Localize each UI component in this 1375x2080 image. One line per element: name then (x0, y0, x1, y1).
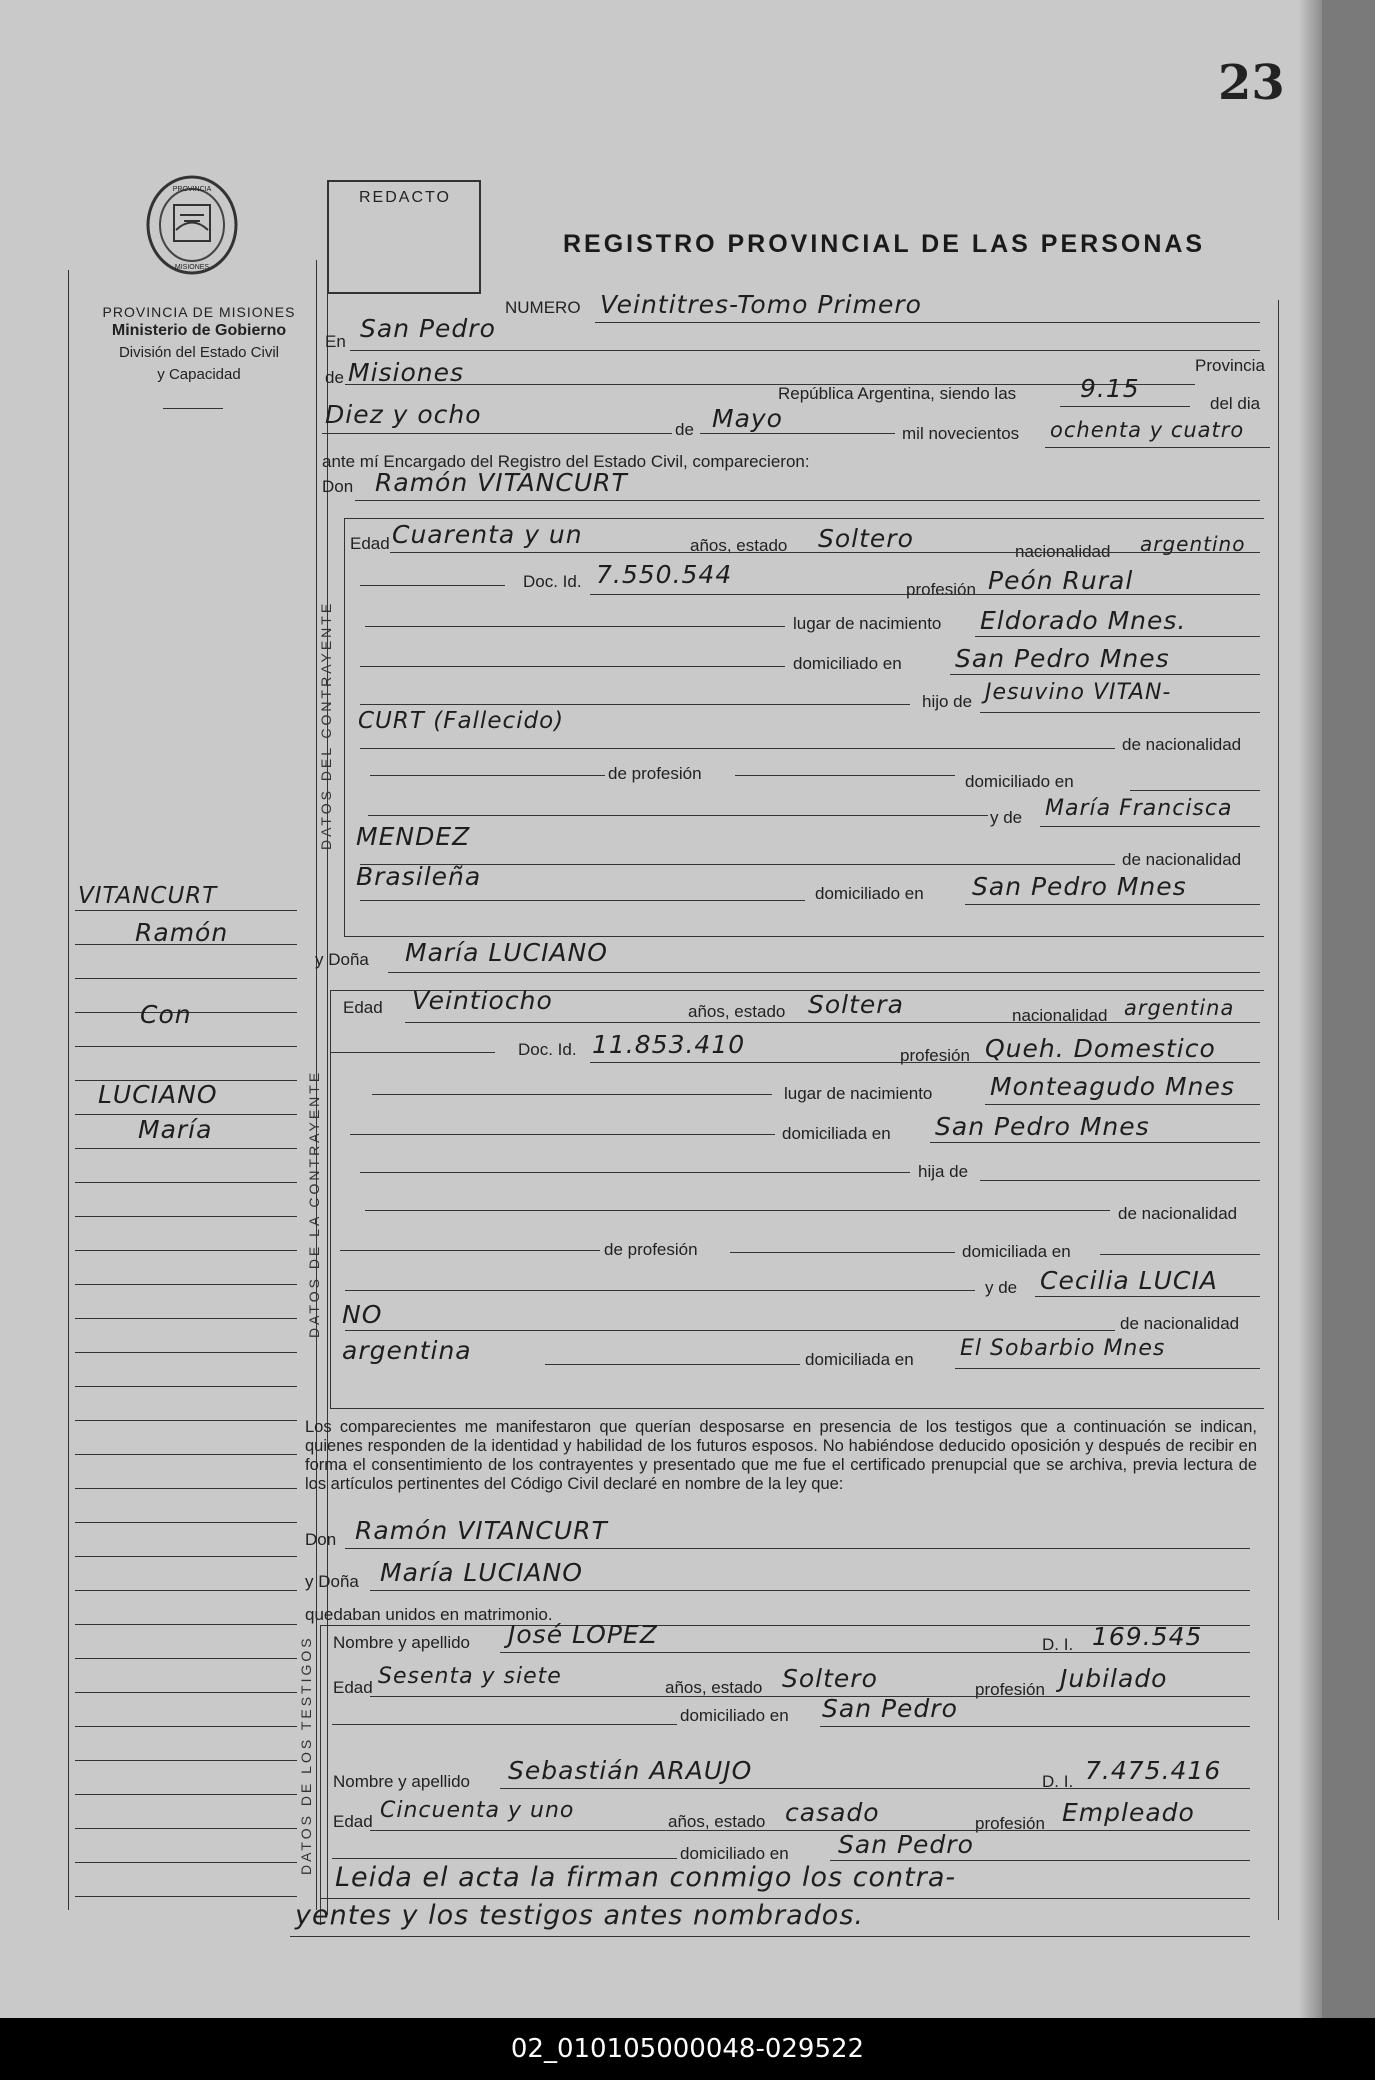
lugar-value: San Pedro (360, 314, 496, 343)
de-mes-label: de (675, 420, 694, 439)
margin-note-surname-2: LUCIANO (98, 1080, 218, 1109)
novia-padre-dom-line (1100, 1254, 1260, 1255)
org-line-1: PROVINCIA DE MISIONES (102, 304, 296, 320)
novia-edad-line (405, 1022, 1260, 1023)
margin-rule (75, 1658, 297, 1659)
novia-prof-label: profesión (900, 1046, 970, 1065)
dia-value: Diez y ocho (325, 400, 482, 429)
t1-edad-line (370, 1696, 1250, 1697)
novia-nac-label: nacionalidad (1012, 1006, 1108, 1025)
t1-edad-value: Sesenta y siete (378, 1664, 562, 1689)
mes-line (700, 433, 895, 434)
contrayente-bracket (344, 518, 345, 936)
novio-edad-line (390, 552, 1260, 553)
novio-name: Ramón VITANCURT (375, 468, 628, 497)
t1-nombre-label: Nombre y apellido (333, 1633, 471, 1652)
margin-rule (75, 1624, 297, 1625)
novia-madre-label: y de (985, 1278, 1018, 1297)
novia-padre-dom-label: domiciliada en (962, 1242, 1071, 1261)
margin-rule (75, 1590, 297, 1591)
book-edge (1322, 0, 1375, 2018)
novia-madre-nac-line (545, 1364, 800, 1365)
t2-di-label: D. I. (1042, 1772, 1074, 1791)
decl-don-label: Don (305, 1530, 337, 1549)
quedaban-label: quedaban unidos en matrimonio. (305, 1605, 553, 1624)
novio-line (355, 500, 1260, 501)
provincia-value: Misiones (348, 358, 465, 387)
novio-nac-value: argentino (1140, 532, 1246, 556)
novio-madre-dom-line (965, 904, 1260, 905)
novio-madre-nac-label: de nacionalidad (1122, 850, 1242, 869)
page-edge-shadow (1300, 0, 1322, 2018)
contrayente-bottom-line (344, 936, 1264, 937)
novia-hija-label: hija de (918, 1162, 969, 1181)
anio-value: ochenta y cuatro (1050, 418, 1245, 442)
novia-madre-lead (345, 1290, 975, 1291)
novia-padre2-line (365, 1210, 1110, 1211)
t1-anos-estado: años, estado (665, 1678, 763, 1697)
margin-left-border (68, 270, 69, 1910)
hora-line (1060, 406, 1190, 407)
org-line-2: Ministerio de Gobierno (111, 322, 287, 339)
contrayenta-bottom-line (330, 1408, 1264, 1409)
margin-rule (75, 1896, 297, 1897)
novio-madre-line (1040, 826, 1260, 827)
novia-madre-line (1035, 1296, 1260, 1297)
margin-rule (75, 1148, 297, 1149)
del-dia-label: del dia (1210, 394, 1261, 413)
decl-dona-line (370, 1590, 1250, 1591)
margin-rule (75, 978, 297, 979)
republica-label: República Argentina, siendo las (778, 384, 1017, 403)
novio-padre-dom-line (1130, 790, 1260, 791)
t2-edad-line (370, 1830, 1250, 1831)
novio-padre-prof-label: de profesión (608, 764, 702, 783)
margin-rule (75, 1046, 297, 1047)
t1-dom-line (820, 1726, 1250, 1727)
margin-rule (75, 1420, 297, 1421)
novia-dom-value: San Pedro Mnes (935, 1112, 1150, 1141)
t2-dom-label: domiciliado en (680, 1844, 789, 1863)
t2-dom-lead (332, 1858, 677, 1859)
novio-madre-nac-line (360, 900, 805, 901)
novio-padre-prof-line (735, 775, 955, 776)
margin-rule (75, 1318, 297, 1319)
t1-dom-label: domiciliado en (680, 1706, 789, 1725)
t1-estado-value: Soltero (782, 1664, 878, 1693)
novia-line (388, 972, 1260, 973)
novia-madre-nac-value: argentina (342, 1336, 472, 1365)
novia-prof-line (590, 1062, 1260, 1063)
margin-rule (75, 1522, 297, 1523)
provincial-seal (140, 175, 245, 285)
mes-value: Mayo (712, 404, 783, 433)
novio-padre-1: Jesuvino VITAN- (985, 680, 1172, 705)
t1-dom-lead (332, 1724, 677, 1725)
t2-estado-value: casado (785, 1798, 880, 1827)
novio-dom-line (950, 674, 1260, 675)
novia-prof-value: Queh. Domestico (985, 1034, 1216, 1063)
dona-label: y Doña (315, 950, 369, 969)
novio-edad-label: Edad (350, 534, 390, 553)
margin-rule (75, 910, 297, 911)
t1-di-value: 169.545 (1092, 1622, 1203, 1651)
margin-rule (75, 1488, 297, 1489)
novia-lugar-label: lugar de nacimiento (784, 1084, 933, 1103)
margin-rule (75, 1692, 297, 1693)
decl-don-value: Ramón VITANCURT (355, 1516, 608, 1545)
novio-dom-label: domiciliado en (793, 654, 902, 673)
novio-lugar-value: Eldorado Mnes. (980, 606, 1187, 635)
org-line-4: y Capacidad (157, 366, 241, 383)
t2-nombre-value: Sebastián ARAUJO (508, 1756, 753, 1785)
novio-padre2-line (360, 748, 1115, 749)
novio-prof-label: profesión (906, 580, 976, 599)
margin-rule (75, 1182, 297, 1183)
testigos-bracket (320, 1625, 321, 1925)
novio-padre-prof-lead (370, 775, 605, 776)
margin-rule (75, 1454, 297, 1455)
novio-nac-label: nacionalidad (1015, 542, 1111, 561)
body-right-border (1278, 300, 1279, 1920)
novio-doc-value: 7.550.544 (596, 560, 733, 589)
t2-prof-label: profesión (975, 1814, 1045, 1833)
novia-nac-value: argentina (1124, 996, 1235, 1020)
closing-line-1: Leida el acta la firman conmigo los contra- (335, 1862, 957, 1893)
novio-estado-value: Soltero (818, 524, 914, 553)
novia-dom-line (930, 1142, 1260, 1143)
mil-label: mil novecientos (902, 424, 1020, 443)
novio-hijo-label: hijo de (922, 692, 973, 711)
margin-rule (75, 1216, 297, 1217)
novia-madre-2: NO (342, 1300, 383, 1329)
t1-dom-value: San Pedro (822, 1694, 958, 1723)
novia-padre-line (980, 1180, 1260, 1181)
closing-line-1-rule (320, 1898, 1250, 1899)
numero-line (595, 322, 1260, 323)
t2-dom-value: San Pedro (838, 1830, 974, 1859)
margin-rule (75, 1284, 297, 1285)
novio-padre-line (980, 712, 1260, 713)
t2-edad-value: Cincuenta y uno (380, 1798, 575, 1823)
side-label-testigos: DATOS DE LOS TESTIGOS (298, 1635, 314, 1875)
novio-padre-nac-label: de nacionalidad (1122, 735, 1242, 754)
don-label: Don (322, 477, 354, 496)
novia-doc-label: Doc. Id. (518, 1040, 577, 1059)
hora-value: 9.15 (1080, 374, 1140, 403)
anio-line (1045, 447, 1270, 448)
novia-doc-lead (330, 1052, 495, 1053)
novio-madre-dom-label: domiciliado en (815, 884, 924, 903)
novia-edad-label: Edad (343, 998, 383, 1017)
contrayente-top-line (344, 518, 1264, 519)
margin-note-name: Ramón (135, 918, 229, 947)
redacto-box (327, 180, 481, 294)
side-label-contrayente: DATOS DEL CONTRAYENTE (318, 600, 334, 850)
t2-nombre-label: Nombre y apellido (333, 1772, 471, 1791)
novia-madre-dom-line (955, 1368, 1260, 1369)
declaration-paragraph: Los comparecientes me manifestaron que querían desposarse en presencia de los testigos que a continuación se indican, quienes responden de la identidad y habilidad de los futuros esposos. No habiéndose deducido oposición y después de recibir en forma el consentimiento de los contrayentes y presentado que me fue el certificado prenupcial que se archiva, previa lectura de los artículos pertinentes del Código Civil declaré en nombre de la ley que: (305, 1418, 1257, 1493)
novia-dom-lead (350, 1134, 775, 1135)
t1-prof-value: Jubilado (1060, 1664, 1168, 1693)
novia-padre-nac-label: de nacionalidad (1118, 1204, 1238, 1223)
novia-madre2-line (345, 1330, 1115, 1331)
novio-lugar-lead (365, 626, 785, 627)
provincia-line (345, 384, 1195, 385)
decl-dona-value: María LUCIANO (380, 1558, 583, 1587)
t2-nombre-line (500, 1788, 1250, 1789)
margin-rule (75, 1556, 297, 1557)
novio-madre-dom-value: San Pedro Mnes (972, 872, 1187, 901)
novia-madre-dom-value: El Sobarbio Mnes (960, 1336, 1166, 1361)
novio-prof-value: Peón Rural (988, 566, 1134, 595)
t1-nombre-line (500, 1652, 1250, 1653)
ante-label: ante mí Encargado del Registro del Estado Civil, comparecieron: (322, 452, 810, 471)
page-number: 23 (1218, 55, 1285, 111)
novia-madre-1: Cecilia LUCIA (1040, 1266, 1218, 1295)
novio-prof-line (590, 594, 1260, 595)
org-line-3: División del Estado Civil (118, 344, 280, 361)
lugar-line (350, 350, 1260, 351)
novio-madre-1: María Francisca (1045, 796, 1233, 821)
novia-padre-prof-label: de profesión (604, 1240, 698, 1259)
margin-rule (75, 1386, 297, 1387)
margin-note-con: Con (140, 1000, 192, 1029)
t1-di-label: D. I. (1042, 1635, 1074, 1654)
t2-dom-line (830, 1860, 1250, 1861)
t1-nombre-value: José LOPEZ (508, 1620, 658, 1649)
t1-edad-label: Edad (333, 1678, 373, 1697)
novia-lugar-value: Monteagudo Mnes (990, 1072, 1235, 1101)
novio-madre-2: MENDEZ (356, 822, 471, 851)
novia-anos-estado: años, estado (688, 1002, 786, 1021)
novio-hijo-lead (360, 704, 910, 705)
novia-padre-prof-line (730, 1252, 955, 1253)
novia-madre-nac-label: de nacionalidad (1120, 1314, 1240, 1333)
closing-line-2-rule (290, 1936, 1250, 1937)
novia-hija-lead (360, 1172, 910, 1173)
novio-dom-lead (360, 666, 785, 667)
t2-anos-estado: años, estado (668, 1812, 766, 1831)
t2-prof-value: Empleado (1062, 1798, 1195, 1827)
novio-madre-label: y de (990, 808, 1023, 827)
novio-lugar-label: lugar de nacimiento (793, 614, 942, 633)
margin-note-surname: VITANCURT (78, 883, 218, 909)
body-left-border (327, 180, 328, 1915)
novia-lugar-lead (372, 1094, 772, 1095)
novio-dom-value: San Pedro Mnes (955, 644, 1170, 673)
margin-rule (75, 1862, 297, 1863)
t1-prof-label: profesión (975, 1680, 1045, 1699)
provincia-label: Provincia (1195, 356, 1265, 375)
decl-dona-label: y Doña (305, 1572, 359, 1591)
t2-di-value: 7.475.416 (1085, 1756, 1222, 1785)
de-label: de (325, 368, 344, 387)
margin-rule (75, 1828, 297, 1829)
margin-rule (75, 1794, 297, 1795)
footer-id: 02_010105000048-029522 (0, 2018, 1375, 2080)
margin-rule (75, 1250, 297, 1251)
novio-madre-nac-value: Brasileña (356, 862, 482, 891)
dia-line (322, 433, 672, 434)
t2-edad-label: Edad (333, 1812, 373, 1831)
novio-padre-dom-label: domiciliado en (965, 772, 1074, 791)
novia-padre-prof-lead (340, 1250, 600, 1251)
header-title: REGISTRO PROVINCIAL DE LAS PERSONAS (563, 230, 1206, 258)
novia-dom-label: domiciliada en (782, 1124, 891, 1143)
side-label-contrayenta: DATOS DE LA CONTRAYENTE (306, 1069, 322, 1338)
novio-anos-estado: años, estado (690, 536, 788, 555)
novia-madre-dom-label: domiciliada en (805, 1350, 914, 1369)
novia-edad-value: Veintiocho (412, 986, 553, 1015)
numero-value: Veintitres-Tomo Primero (600, 290, 922, 319)
en-label: En (325, 332, 346, 351)
novio-doc-lead (360, 585, 505, 586)
margin-rule (75, 1760, 297, 1761)
org-divider (163, 408, 223, 409)
novia-lugar-line (985, 1104, 1260, 1105)
margin-rule (75, 1726, 297, 1727)
seal-text-top: PROVINCIA (172, 186, 212, 193)
decl-don-line (345, 1548, 1250, 1549)
novio-padre-2: CURT (Fallecido) (358, 708, 565, 734)
novia-name: María LUCIANO (405, 938, 608, 967)
novia-estado-value: Soltera (808, 990, 904, 1019)
margin-note-name-2: María (138, 1115, 213, 1144)
redacto-label: REDACTO (359, 189, 451, 206)
margin-rule (75, 1352, 297, 1353)
seal-text-bottom: MISIONES (174, 264, 210, 271)
numero-label: NUMERO (505, 298, 581, 317)
novia-doc-value: 11.853.410 (592, 1030, 746, 1059)
novio-madre-lead (368, 815, 988, 816)
novio-lugar-line (975, 636, 1260, 637)
closing-line-2: yentes y los testigos antes nombrados. (295, 1900, 864, 1931)
novio-doc-label: Doc. Id. (523, 572, 582, 591)
novio-edad-value: Cuarenta y un (392, 520, 583, 549)
